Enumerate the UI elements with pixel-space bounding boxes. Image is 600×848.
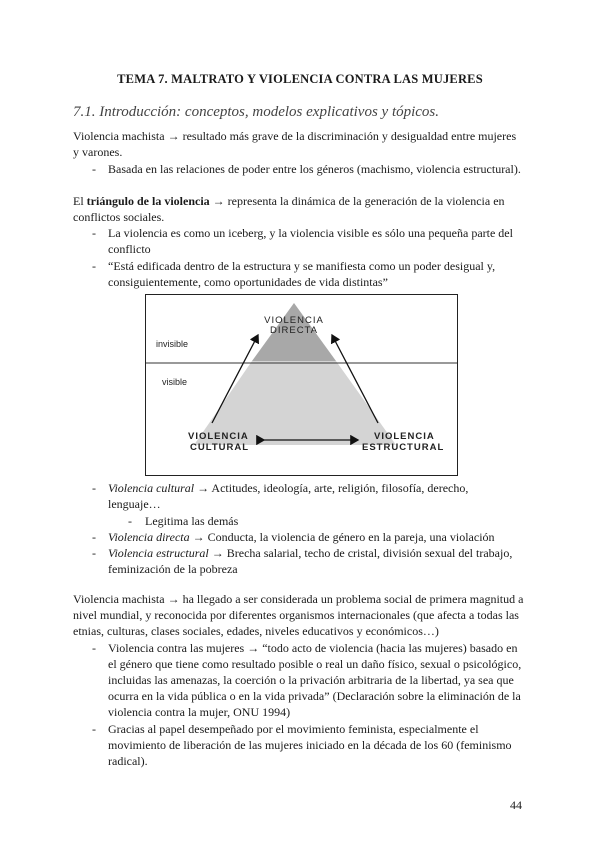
type-cultural-line-2: lenguaje…: [108, 497, 161, 511]
bullet-dash: -: [92, 481, 96, 495]
triangle-bullet-2-line-1: “Está edificada dentro de la estructura y se manifiesta como un poder desigual y,: [108, 259, 496, 273]
type-cultural-sub: Legitima las demás: [145, 514, 239, 528]
page-number: 44: [510, 798, 522, 812]
type-cultural-name: Violencia cultural: [108, 481, 195, 495]
section-heading: 7.1. Introducción: conceptos, modelos explicativos y tópicos.: [73, 104, 440, 120]
label-cultural-1: VIOLENCIA: [188, 431, 249, 442]
bullet-dash: -: [92, 226, 96, 240]
type-estructural-line-1: [108, 545, 512, 561]
triangle-bullet-2-line-2: consiguientemente, como oportunidades de vida distintas”: [108, 275, 388, 289]
social-line-2: nivel mundial, y reconocida por diferentes organismos internacionales (que afecta a todas las: [73, 608, 519, 622]
type-cultural-text: → Actitudes, ideología, arte, religión, filosofía, derecho,: [194, 481, 469, 495]
type-directa-text: → Conducta, la violencia de género en la pareja, una violación: [189, 530, 495, 544]
social-bullet-1-line-2: el género que tiene como resultado posible o real un daño físico, sexual o psicológico,: [108, 657, 522, 671]
label-directa-2: DIRECTA: [270, 325, 318, 336]
social-line-3: etnias, culturas, clases sociales, edades, niveles educativos y económicos…): [73, 624, 439, 638]
triangle-bullet-1-line-2: conflicto: [108, 242, 151, 256]
social-bullet-2-line-2: movimiento de liberación de las mujeres iniciado en la década de los 60 (feminismo: [108, 738, 512, 752]
label-estructural-2: ESTRUCTURAL: [362, 442, 445, 453]
intro-line-1: Violencia machista → resultado más grave de la discriminación y desigualdad entre mujeres: [73, 129, 517, 143]
type-directa-name: Violencia directa: [108, 530, 190, 544]
sub-bullet-dash: -: [128, 514, 132, 528]
social-bullet-1-line-4: ocurra en la vida pública o en la vida privada” (Declaración sobre la eliminación de la: [108, 689, 521, 703]
triangle-post: → representa la dinámica de la generación de la violencia en: [209, 194, 505, 208]
bullet-dash: -: [92, 546, 96, 560]
bullet-dash: -: [92, 722, 96, 736]
social-bullet-1-line-1: Violencia contra las mujeres → “todo acto de violencia (hacia las mujeres) basado en: [108, 641, 518, 655]
triangle-line-2: conflictos sociales.: [73, 210, 165, 224]
bullet-dash: -: [92, 641, 96, 655]
violence-triangle-diagram: [145, 294, 458, 476]
triangle-line-1: [73, 193, 505, 209]
social-bullet-2-line-3: radical).: [108, 754, 148, 768]
intro-line-2: y varones.: [73, 145, 123, 159]
triangle-pre: El: [73, 194, 87, 208]
social-bullet-1-line-5: violencia contra la mujer, ONU 1994): [108, 705, 291, 719]
bullet-dash: -: [92, 530, 96, 544]
type-estructural-name: Violencia estructural: [108, 546, 209, 560]
label-directa-1: VIOLENCIA: [264, 315, 324, 326]
type-estructural-line-2: feminización de la pobreza: [108, 562, 238, 576]
social-line-1: Violencia machista → ha llegado a ser considerada un problema social de primera magnitud a: [73, 592, 524, 606]
type-directa: [108, 529, 495, 545]
type-estructural-text: → Brecha salarial, techo de cristal, división sexual del trabajo,: [208, 546, 513, 560]
type-cultural-line-1: [108, 480, 468, 496]
social-bullet-1-line-3: incluidas las amenazas, la coerción o la privación arbitraria de la libertad, ya sea que: [108, 673, 514, 687]
label-visible: visible: [162, 377, 188, 387]
bullet-dash: -: [92, 259, 96, 273]
triangle-bullet-1-line-1: La violencia es como un iceberg, y la violencia visible es sólo una pequeña parte del: [108, 226, 513, 240]
label-estructural-1: VIOLENCIA: [374, 431, 435, 442]
violence-triangle-svg: [146, 295, 457, 475]
label-cultural-2: CULTURAL: [190, 442, 250, 453]
page-title: TEMA 7. MALTRATO Y VIOLENCIA CONTRA LAS MUJERES: [117, 72, 483, 86]
triangle-bold-term: triángulo de la violencia: [86, 194, 210, 208]
intro-bullet: Basada en las relaciones de poder entre los géneros (machismo, violencia estructural).: [108, 162, 521, 176]
bullet-dash: -: [92, 162, 96, 176]
social-bullet-2-line-1: Gracias al papel desempeñado por el movimiento feminista, especialmente el: [108, 722, 479, 736]
label-invisible: invisible: [156, 339, 189, 349]
